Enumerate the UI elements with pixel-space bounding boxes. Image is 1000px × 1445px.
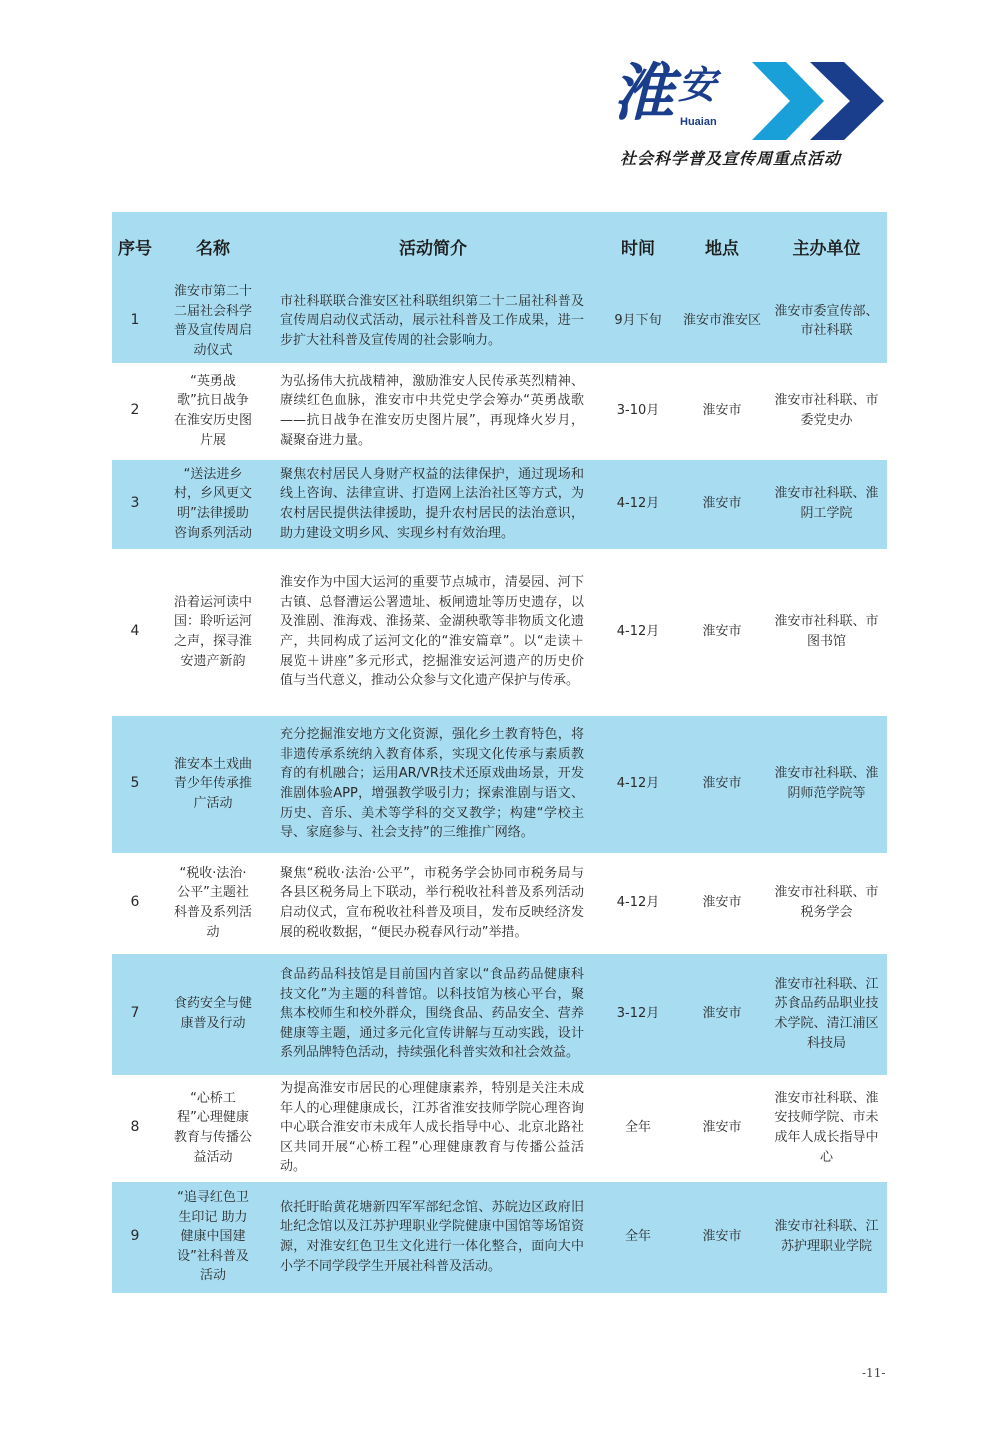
- row-name: “税收·法治·公平”主题社科普及系列活动: [158, 854, 268, 952]
- row-place: 淮安市: [678, 714, 766, 854]
- row-index: 7: [112, 952, 158, 1076]
- row-index: 4: [112, 550, 158, 714]
- row-name: “英勇战歌”抗日战争在淮安历史图片展: [158, 364, 268, 458]
- row-host: 淮安市社科联、市委党史办: [766, 364, 887, 458]
- row-index: 6: [112, 854, 158, 952]
- row-place: 淮安市: [678, 854, 766, 952]
- table-row: [112, 550, 887, 714]
- row-time: 全年: [598, 1180, 678, 1294]
- row-name: 淮安本土戏曲青少年传承推广活动: [158, 714, 268, 854]
- logo-english: Huaian: [680, 116, 717, 128]
- row-time: 全年: [598, 1076, 678, 1180]
- row-name: 沿着运河读中国：聆听运河之声，探寻淮安遗产新韵: [158, 550, 268, 714]
- row-description: 市社科联联合淮安区社科联组织第二十二届社科普及宣传周启动仪式活动，展示社科普及工作成果，进一步扩大社科普及宣传周的社会影响力。: [268, 280, 598, 364]
- table-row: [112, 1076, 887, 1180]
- row-host: 淮安市社科联、淮安技师学院、市未成年人成长指导中心: [766, 1076, 887, 1180]
- row-name: 淮安市第二十二届社会科学普及宣传周启动仪式: [158, 280, 268, 364]
- logo-char-huai: 淮: [612, 56, 675, 129]
- row-place: 淮安市: [678, 952, 766, 1076]
- row-description: 为弘扬伟大抗战精神，激励淮安人民传承英烈精神、赓续红色血脉，淮安市中共党史学会筹办“英勇战歌——抗日战争在淮安历史图片展”，再现烽火岁月，凝聚奋进力量。: [268, 364, 598, 458]
- row-description: 为提高淮安市居民的心理健康素养，特别是关注未成年人的心理健康成长，江苏省淮安技师学院心理咨询中心联合淮安市未成年人成长指导中心、北京北路社区共同开展“心桥工程”心理健康教育与传播公益活动。: [268, 1076, 598, 1180]
- table-row: [112, 458, 887, 550]
- table-row: [112, 280, 887, 364]
- row-index: 2: [112, 364, 158, 458]
- row-name: 食药安全与健康普及行动: [158, 952, 268, 1076]
- row-host: 淮安市社科联、江苏食品药品职业技术学院、清江浦区科技局: [766, 952, 887, 1076]
- row-place: 淮安市: [678, 364, 766, 458]
- header-time: 时间: [598, 212, 678, 280]
- row-host: 淮安市社科联、市税务学会: [766, 854, 887, 952]
- row-index: 8: [112, 1076, 158, 1180]
- row-description: 依托盱眙黄花塘新四军军部纪念馆、苏皖边区政府旧址纪念馆以及江苏护理职业学院健康中国馆等场馆资源，对淮安红色卫生文化进行一体化整合，面向大中小学不同学段学生开展社科普及活动。: [268, 1180, 598, 1294]
- row-index: 3: [112, 458, 158, 550]
- row-host: 淮安市社科联、市图书馆: [766, 550, 887, 714]
- header-index: 序号: [112, 212, 158, 280]
- row-index: 9: [112, 1180, 158, 1294]
- table-row: [112, 714, 887, 854]
- row-description: 聚焦“税收·法治·公平”，市税务学会协同市税务局与各县区税务局上下联动，举行税收社科普及系列活动启动仪式，宣布税收社科普及项目，发布反映经济发展的税收数据，“便民办税春风行动”举措。: [268, 854, 598, 952]
- row-description: 聚焦农村居民人身财产权益的法律保护，通过现场和线上咨询、法律宣讲、打造网上法治社区等方式，为农村居民提供法律援助，提升农村居民的法治意识，助力建设文明乡风、实现乡村有效治理。: [268, 458, 598, 550]
- row-name: “心桥工程”心理健康教育与传播公益活动: [158, 1076, 268, 1180]
- table-row: [112, 854, 887, 952]
- row-name: “追寻红色卫生印记 助力健康中国建设”社科普及活动: [158, 1180, 268, 1294]
- row-time: 4-12月: [598, 714, 678, 854]
- row-host: 淮安市社科联、淮阴师范学院等: [766, 714, 887, 854]
- activity-table: [112, 212, 887, 1296]
- row-time: 4-12月: [598, 458, 678, 550]
- row-time: 3-10月: [598, 364, 678, 458]
- table-row: [112, 952, 887, 1076]
- row-time: 4-12月: [598, 854, 678, 952]
- row-host: 淮安市社科联、淮阴工学院: [766, 458, 887, 550]
- table-row: [112, 364, 887, 458]
- row-place: 淮安市: [678, 1180, 766, 1294]
- header-host: 主办单位: [766, 212, 887, 280]
- row-name: “送法进乡村，乡风更文明”法律援助咨询系列活动: [158, 458, 268, 550]
- logo-char-an: 安: [678, 62, 717, 107]
- header-description: 活动简介: [268, 212, 598, 280]
- table-row: [112, 1180, 887, 1294]
- header-place: 地点: [678, 212, 766, 280]
- chevron-arrows-icon: [752, 62, 888, 140]
- row-index: 1: [112, 280, 158, 364]
- row-host: 淮安市社科联、江苏护理职业学院: [766, 1180, 887, 1294]
- row-description: 充分挖掘淮安地方文化资源，强化乡土教育特色，将非遗传承系统纳入教育体系，实现文化传承与素质教育的有机融合；运用AR/VR技术还原戏曲场景，开发淮剧体验APP，增强教学吸引力；探索淮剧与语文、历史、音乐、美术等学科的交叉教学；构建“学校主导、家庭参与、社会支持”的三维推广网络。: [268, 714, 598, 854]
- row-description: 食品药品科技馆是目前国内首家以“食品药品健康科技文化”为主题的科普馆。以科技馆为核心平台，聚焦本校师生和校外群众，围绕食品、药品安全、营养健康等主题，通过多元化宣传讲解与互动实践，设计系列品牌特色活动，持续强化科普实效和社会效益。: [268, 952, 598, 1076]
- row-time: 9月下旬: [598, 280, 678, 364]
- row-place: 淮安市: [678, 550, 766, 714]
- row-place: 淮安市: [678, 1076, 766, 1180]
- header-subtitle: 社会科学普及宣传周重点活动: [620, 149, 842, 168]
- row-place: 淮安市: [678, 458, 766, 550]
- page-number: -11-: [862, 1366, 886, 1380]
- row-time: 4-12月: [598, 550, 678, 714]
- table-header-row: [112, 212, 887, 280]
- row-host: 淮安市委宣传部、市社科联: [766, 280, 887, 364]
- header-name: 名称: [158, 212, 268, 280]
- row-place: 淮安市淮安区: [678, 280, 766, 364]
- row-index: 5: [112, 714, 158, 854]
- row-time: 3-12月: [598, 952, 678, 1076]
- row-description: 淮安作为中国大运河的重要节点城市，清晏园、河下古镇、总督漕运公署遗址、板闸遗址等历史遗存，以及淮剧、淮海戏、淮扬菜、金湖秧歌等非物质文化遗产，共同构成了运河文化的“淮安篇章”。以“走读＋展览＋讲座”多元形式，挖掘淮安运河遗产的历史价值与当代意义，推动公众参与文化遗产保护与传承。: [268, 550, 598, 714]
